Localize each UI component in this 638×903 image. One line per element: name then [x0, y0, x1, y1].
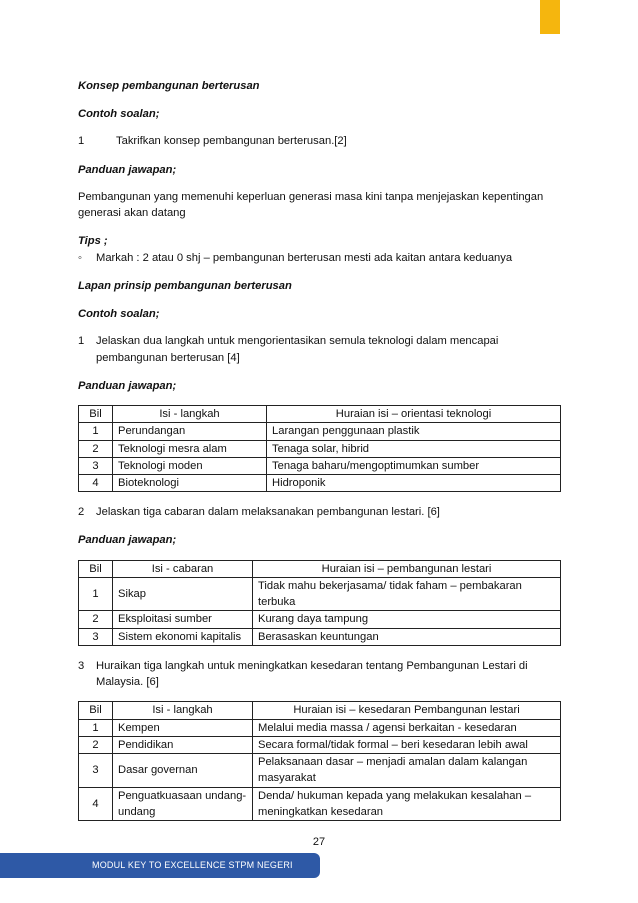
header-huraian: Huraian isi – kesedaran Pembangunan lestari [253, 702, 561, 719]
cell-bil: 4 [79, 787, 113, 820]
question-number: 1 [78, 135, 85, 148]
cell-huraian: Denda/ hukuman kepada yang melakukan kesalahan – meningkatkan kesedaran [253, 787, 561, 820]
header-bil: Bil [79, 560, 113, 577]
cell-bil: 1 [79, 719, 113, 736]
cell-bil: 2 [79, 611, 113, 628]
cell-isi: Bioteknologi [113, 474, 267, 491]
cell-isi: Teknologi moden [113, 457, 267, 474]
panduan-jawapan-label: Panduan jawapan; [78, 534, 177, 547]
table-row [79, 611, 561, 628]
cell-isi: Dasar governan [113, 754, 253, 787]
answer-text: Pembangunan yang memenuhi keperluan generasi masa kini tanpa menjejaskan kepentingan generasi akan datang [78, 190, 544, 220]
contoh-soalan-label: Contoh soalan; [78, 308, 160, 321]
page-number: 27 [312, 836, 326, 848]
question-1 [78, 133, 561, 149]
table-row [79, 474, 561, 491]
table-row [79, 787, 561, 820]
question-text: Jelaskan tiga cabaran dalam melaksanakan pembangunan lestari. [6] [96, 506, 440, 519]
cell-huraian: Tidak mahu bekerjasama/ tidak faham – pembakaran terbuka [253, 577, 561, 610]
question-number: 2 [78, 506, 85, 519]
cell-huraian: Pelaksanaan dasar – menjadi amalan dalam kalangan masyarakat [253, 754, 561, 787]
cell-bil: 2 [79, 736, 113, 753]
cell-isi: Perundangan [113, 423, 267, 440]
question-3 [78, 658, 561, 690]
table-row [79, 736, 561, 753]
header-isi: Isi - cabaran [113, 560, 253, 577]
panduan-jawapan-label: Panduan jawapan; [78, 163, 177, 176]
question-number: 3 [78, 659, 85, 672]
cell-isi: Penguatkuasaan undang-undang [113, 787, 253, 820]
header-isi: Isi - langkah [113, 702, 253, 719]
header-huraian: Huraian isi – pembangunan lestari [253, 560, 561, 577]
cell-huraian: Kurang daya tampung [253, 611, 561, 628]
corner-accent-tab [540, 0, 560, 34]
cell-isi: Sikap [113, 577, 253, 610]
table-row [79, 754, 561, 787]
table-header-row [79, 702, 561, 719]
table-row [79, 719, 561, 736]
cell-bil: 3 [79, 754, 113, 787]
cell-huraian: Larangan penggunaan plastik [267, 423, 561, 440]
cell-bil: 4 [79, 474, 113, 491]
cell-isi: Teknologi mesra alam [113, 440, 267, 457]
header-bil: Bil [79, 702, 113, 719]
cell-bil: 2 [79, 440, 113, 457]
cell-huraian: Hidroponik [267, 474, 561, 491]
table-row [79, 628, 561, 645]
cell-bil: 1 [79, 577, 113, 610]
cell-bil: 3 [79, 628, 113, 645]
cell-huraian: Berasaskan keuntungan [253, 628, 561, 645]
cell-huraian: Tenaga baharu/mengoptimumkan sumber [267, 457, 561, 474]
tips-text: Markah : 2 atau 0 shj – pembangunan berterusan mesti ada kaitan antara keduanya [96, 251, 513, 264]
table-row [79, 423, 561, 440]
table-row [79, 440, 561, 457]
table-kesedaran [78, 701, 561, 821]
cell-bil: 3 [79, 457, 113, 474]
question-text: Takrifkan konsep pembangunan berterusan.[2] [116, 135, 347, 148]
section-heading-prinsip: Lapan prinsip pembangunan berterusan [78, 279, 292, 292]
cell-huraian: Tenaga solar, hibrid [267, 440, 561, 457]
header-bil: Bil [79, 406, 113, 423]
question-1 [78, 333, 561, 365]
question-2 [78, 504, 561, 520]
table-row [79, 457, 561, 474]
cell-isi: Eksploitasi sumber [113, 611, 253, 628]
cell-bil: 1 [79, 423, 113, 440]
question-text: Jelaskan dua langkah untuk mengorientasikan semula teknologi dalam mencapai pembangunan berterusan [4] [96, 335, 499, 364]
cell-huraian: Melalui media massa / agensi berkaitan - kesedaran [253, 719, 561, 736]
cell-isi: Pendidikan [113, 736, 253, 753]
table-orientasi-teknologi [78, 405, 561, 492]
table-header-row [79, 406, 561, 423]
cell-isi: Kempen [113, 719, 253, 736]
table-cabaran [78, 560, 561, 646]
cell-huraian: Secara formal/tidak formal – beri kesedaran lebih awal [253, 736, 561, 753]
table-header-row [79, 560, 561, 577]
question-number: 1 [78, 335, 85, 348]
tips-label: Tips ; [78, 235, 108, 248]
cell-isi: Sistem ekonomi kapitalis [113, 628, 253, 645]
module-footer-banner: MODUL KEY TO EXCELLENCE STPM NEGERI PERAK [0, 853, 320, 878]
bullet-icon: ◦ [78, 251, 82, 264]
header-huraian: Huraian isi – orientasi teknologi [267, 406, 561, 423]
tips-item [78, 250, 561, 266]
page-content [78, 72, 561, 821]
contoh-soalan-label: Contoh soalan; [78, 108, 160, 121]
header-isi: Isi - langkah [113, 406, 267, 423]
section-heading-konsep: Konsep pembangunan berterusan [78, 80, 260, 92]
panduan-jawapan-label: Panduan jawapan; [78, 379, 177, 392]
question-text: Huraikan tiga langkah untuk meningkatkan kesedaran tentang Pembangunan Lestari di Malaysia. [6] [96, 659, 528, 689]
table-row [79, 577, 561, 610]
